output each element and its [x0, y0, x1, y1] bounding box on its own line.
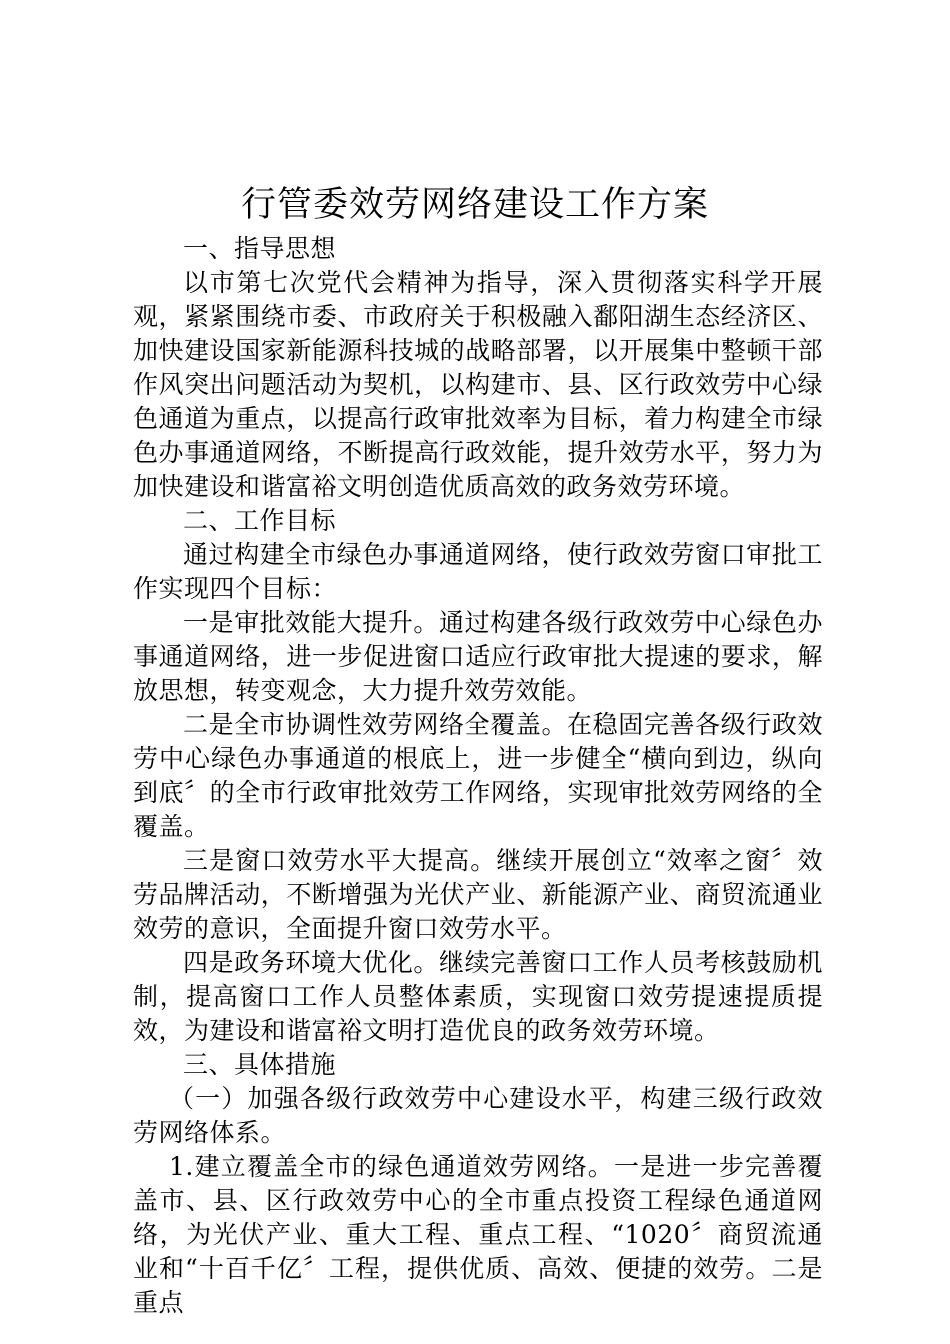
paragraph-goal-1: 一是审批效能大提升。通过构建各级行政效劳中心绿色办事通道网络，进一步促进窗口适应行政审批大提速的要求，解放思想，转变观念，大力提升效劳效能。 [133, 608, 823, 705]
paragraph-guiding-ideology: 以市第七次党代会精神为指导，深入贯彻落实科学开展观，紧紧围绕市委、市政府关于积极融入鄱阳湖生态经济区、加快建设国家新能源科技城的战略部署，以开展集中整顿干部作风突出问题活动为契机，以构建市、县、区行政效劳中心绿色通道为重点，以提高行政审批效率为目标，着力构建全市绿色办事通道网络，不断提高行政效能，提升效劳水平，努力为加快建设和谐富裕文明创造优质高效的政务效劳环境。 [133, 268, 823, 501]
document-title: 行管委效劳网络建设工作方案 [240, 185, 709, 225]
document-body [133, 232, 823, 1320]
paragraph-goal-3: 三是窗口效劳水平大提高。继续开展创立“效率之窗〞效劳品牌活动，不断增强为光伏产业、新能源产业、商贸流通业效劳的意识，全面提升窗口效劳水平。 [133, 846, 823, 943]
section-heading-measures: 三、具体措施 [183, 1050, 337, 1079]
paragraph-measure-1-heading: （一）加强各级行政效劳中心建设水平，构建三级行政效劳网络体系。 [133, 1084, 823, 1147]
paragraph-goals-intro: 通过构建全市绿色办事通道网络，使行政效劳窗口审批工作实现四个目标： [133, 540, 823, 603]
section-heading-work-goals: 二、工作目标 [183, 506, 337, 535]
paragraph-measure-1-item-1: 1.建立覆盖全市的绿色通道效劳网络。一是进一步完善覆盖市、县、区行政效劳中心的全市重点投资工程绿色通道网络，为光伏产业、重大工程、重点工程、“1020〞商贸流通业和“十百千亿〞工程，提供优质、高效、便捷的效劳。二是重点 [133, 1152, 823, 1317]
section-heading-guiding-ideology: 一、指导思想 [183, 234, 337, 263]
paragraph-goal-4: 四是政务环境大优化。继续完善窗口工作人员考核鼓励机制，提高窗口工作人员整体素质，实现窗口效劳提速提质提效，为建设和谐富裕文明打造优良的政务效劳环境。 [133, 948, 823, 1045]
paragraph-goal-2: 二是全市协调性效劳网络全覆盖。在稳固完善各级行政效劳中心绿色办事通道的根底上，进一步健全“横向到边，纵向到底〞的全市行政审批效劳工作网络，实现审批效劳网络的全覆盖。 [133, 710, 823, 841]
